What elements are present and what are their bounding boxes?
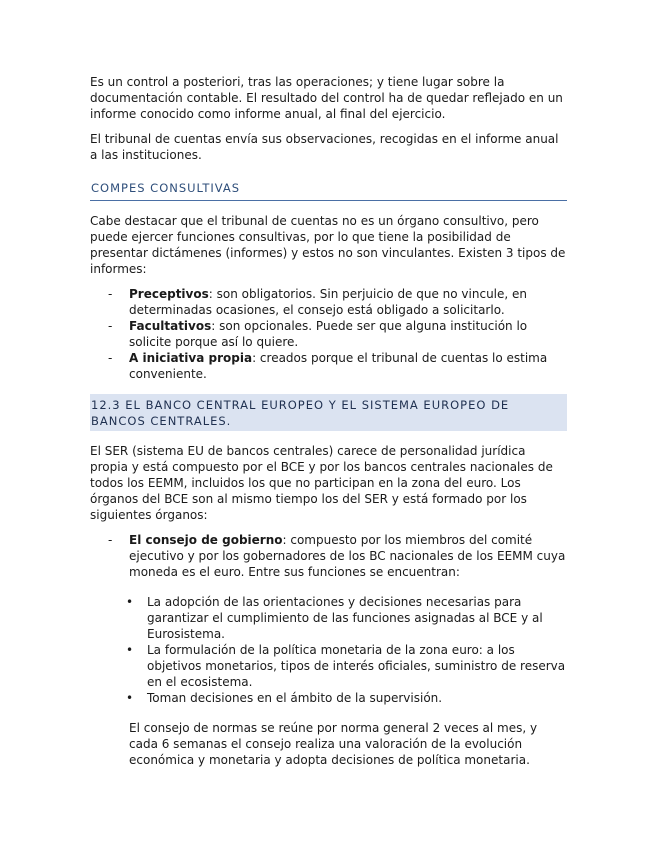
term-facultativos: Facultativos [129,319,212,333]
desc-preceptivos: : son obligatorios. Sin perjuicio de que no vincule, en determinadas ocasiones, el consejo está obligado a solicitarlo. [129,287,528,317]
bce-paragraph: El SER (sistema EU de bancos centrales) carece de personalidad jurídica propia y está compuesto por el BCE y por los bancos centrales nacionales de todos los EEMM, incluidos los que no participan en la zona del euro. Los órganos del BCE son al mismo tiempo los del SER y está formado por los siguientes órganos: [90,444,553,522]
function-item: • Toman decisiones en el ámbito de la supervisión. [126,690,567,706]
term-consejo-gobierno: El consejo de gobierno [129,533,283,547]
list-item-iniciativa-propia [108,350,567,382]
desc-consejo-gobierno: : compuesto por los miembros del comité ejecutivo y por los gobernadores de los BC nacionales de los EEMM cuya moneda es el euro. Entre sus funciones se encuentran: [129,533,566,579]
report-types-list [108,286,567,382]
organs-list [108,532,567,580]
list-item-consejo-gobierno [108,532,567,580]
term-preceptivos: Preceptivos [129,287,209,301]
intro-paragraph-1: Es un control a posteriori, tras las operaciones; y tiene lugar sobre la documentación contable. El resultado del control ha de quedar reflejado en un informe conocido como informe anual, al final del ejercicio. [90,75,563,121]
functions-list [108,594,567,706]
list-item-facultativos [108,318,567,350]
section-heading-consultivas: COMPES CONSULTIVAS [90,176,567,201]
desc-facultativos: : son opcionales. Puede ser que alguna institución lo solicite porque así lo quiere. [129,319,528,349]
term-iniciativa-propia: A iniciativa propia [129,351,253,365]
consultivas-paragraph: Cabe destacar que el tribunal de cuentas no es un órgano consultivo, pero puede ejercer funciones consultivas, por lo que tiene la posibilidad de presentar dictámenes (informes) y estos no son vinculantes. Existen 3 tipos de informes: [90,214,566,276]
section-heading-bce: 12.3 EL BANCO CENTRAL EUROPEO Y EL SISTEMA EUROPEO DE BANCOS CENTRALES. [90,394,567,431]
function-item: • La adopción de las orientaciones y decisiones necesarias para garantizar el cumplimiento de las funciones asignadas al BCE y al Eurosistema. [126,594,567,642]
desc-iniciativa-propia: : creados porque el tribunal de cuentas lo estima conveniente. [129,351,548,381]
list-item-preceptivos [108,286,567,318]
function-item: • La formulación de la política monetaria de la zona euro: a los objetivos monetarios, tipos de interés oficiales, suministro de reserva en el ecosistema. [126,642,567,690]
closing-paragraph: El consejo de normas se reúne por norma general 2 veces al mes, y cada 6 semanas el consejo realiza una valoración de la evolución económica y monetaria y adopta decisiones de política monetaria. [129,721,538,767]
document-page [90,74,567,768]
intro-paragraph-2: El tribunal de cuentas envía sus observaciones, recogidas en el informe anual a las instituciones. [90,132,559,162]
